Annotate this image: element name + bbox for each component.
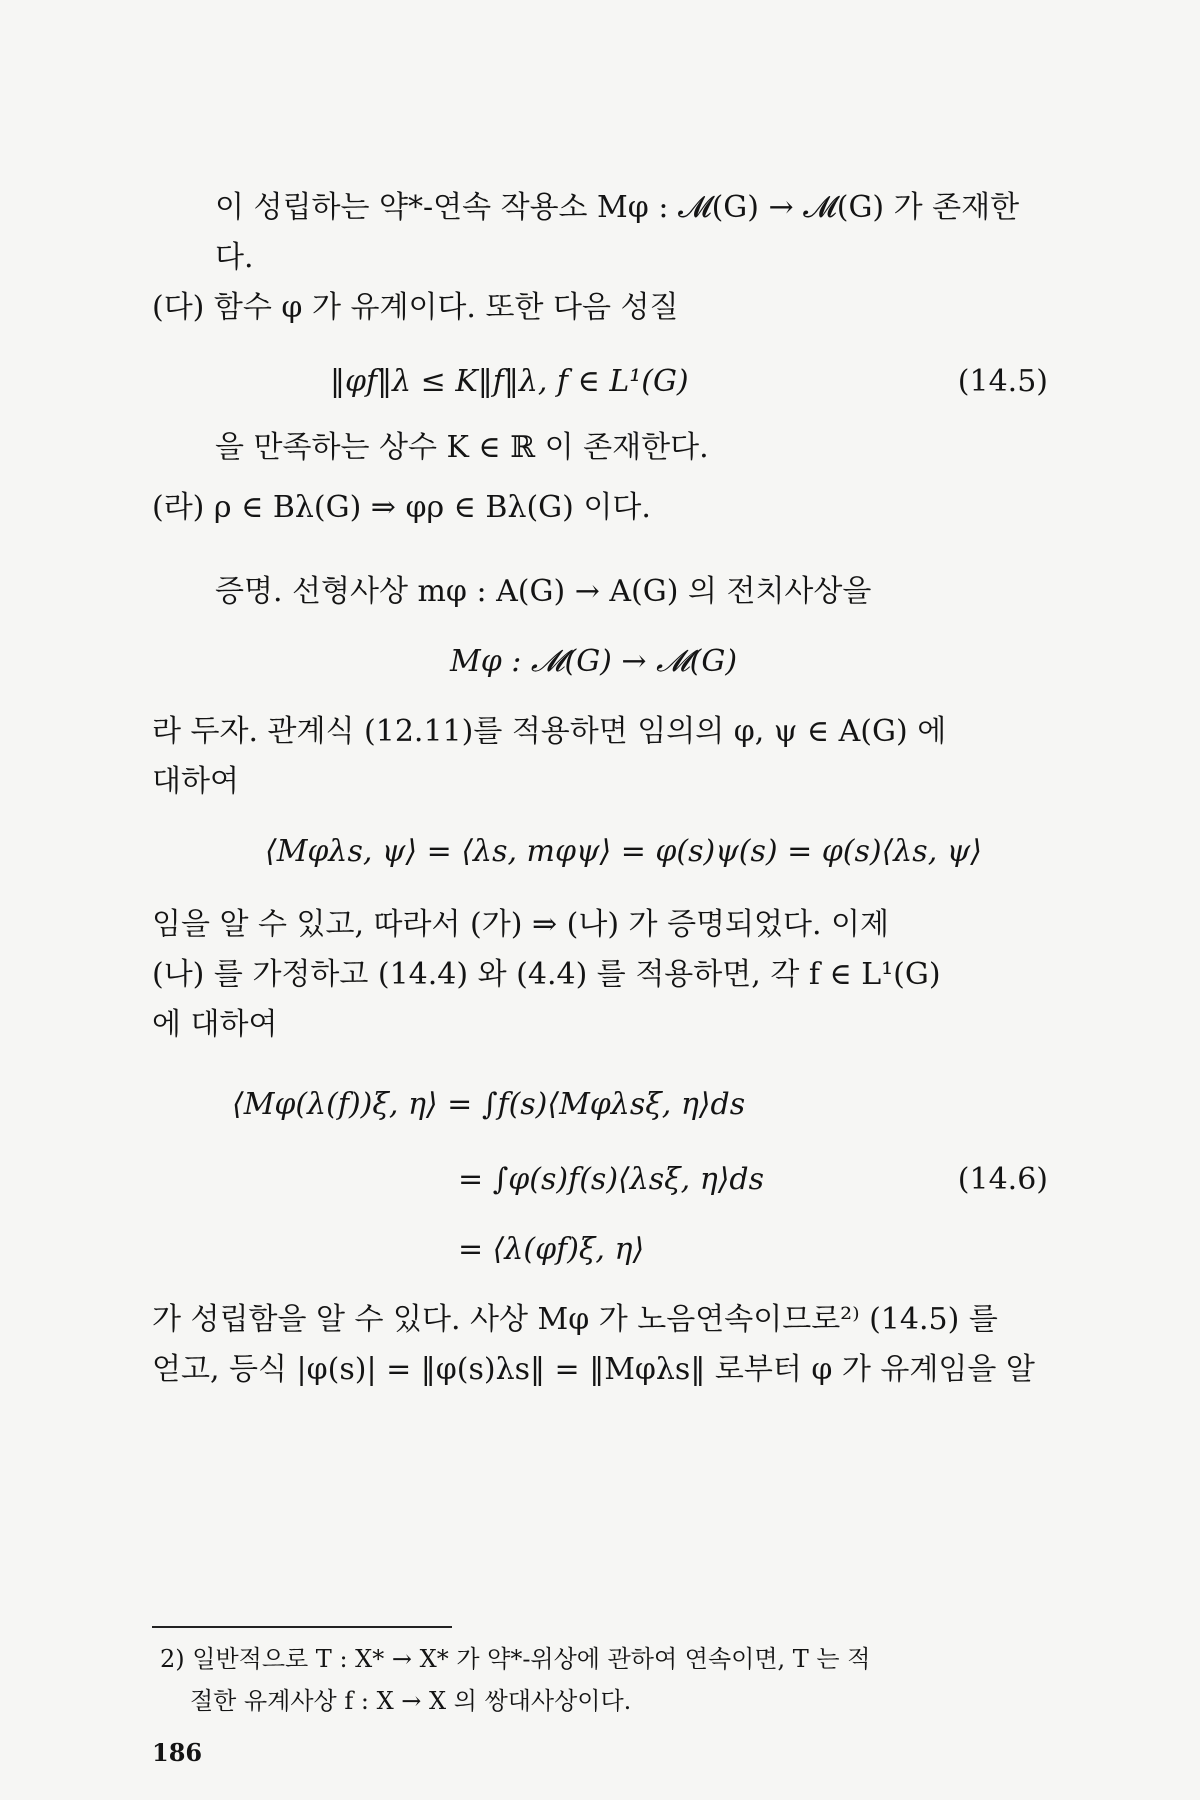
text-line: 을 만족하는 상수 K ∈ ℝ 이 존재한다. (215, 430, 709, 465)
list-item-da: (다) 함수 φ 가 유계이다. 또한 다음 성질 (152, 290, 679, 325)
text-line: 라 두자. 관계식 (12.11)를 적용하면 임의의 φ, ψ ∈ A(G) 에 (152, 714, 947, 749)
equation-14-6-line-2: = ∫φ(s)f(s)⟨λsξ, η⟩ds (458, 1162, 765, 1197)
proof-heading-line: 증명. 선형사상 mφ : A(G) → A(G) 의 전치사상을 (215, 574, 872, 609)
footnote-divider (152, 1626, 452, 1628)
equation-number: (14.5) (957, 364, 1048, 399)
text-line: 임을 알 수 있고, 따라서 (가) ⇒ (나) 가 증명되었다. 이제 (152, 907, 890, 942)
text-line: 가 성립함을 알 수 있다. 사상 Mφ 가 노음연속이므로²⁾ (14.5) 를 (152, 1302, 998, 1337)
equation-transpose-map: Mφ : 𝓜(G) → 𝓜(G) (450, 644, 738, 679)
equation-14-6-line-3: = ⟨λ(φf)ξ, η⟩ (458, 1232, 645, 1267)
text-line: 다. (215, 240, 254, 275)
text-line: 이 성립하는 약*-연속 작용소 Mφ : 𝓜(G) → 𝓜(G) 가 존재한 (215, 190, 1020, 225)
equation-number: (14.6) (957, 1162, 1048, 1197)
equation-14-6-line-1: ⟨Mφ(λ(f))ξ, η⟩ = ∫f(s)⟨Mφλsξ, η⟩ds (232, 1087, 746, 1122)
text-line: 에 대하여 (152, 1007, 278, 1042)
text-line: (나) 를 가정하고 (14.4) 와 (4.4) 를 적용하면, 각 f ∈ L¹(G) (152, 957, 941, 992)
page-number: 186 (152, 1738, 203, 1767)
list-item-ra: (라) ρ ∈ Bλ(G) ⇒ φρ ∈ Bλ(G) 이다. (152, 490, 651, 525)
footnote-line: 2) 일반적으로 T : X* → X* 가 약*-위상에 관하여 연속이면, T 는 적 (160, 1645, 871, 1673)
text-line: 얻고, 등식 |φ(s)| = ‖φ(s)λs‖ = ‖Mφλs‖ 로부터 φ 가 유계임을 알 (152, 1352, 1035, 1387)
equation-relation: ⟨Mφλs, ψ⟩ = ⟨λs, mφψ⟩ = φ(s)ψ(s) = φ(s)⟨λs, ψ⟩ (265, 834, 982, 869)
footnote-line: 절한 유계사상 f : X → X 의 쌍대사상이다. (190, 1687, 632, 1715)
text-line: 대하여 (152, 764, 239, 799)
equation-14-5: ‖φf‖λ ≤ K‖f‖λ, f ∈ L¹(G) (330, 364, 689, 399)
